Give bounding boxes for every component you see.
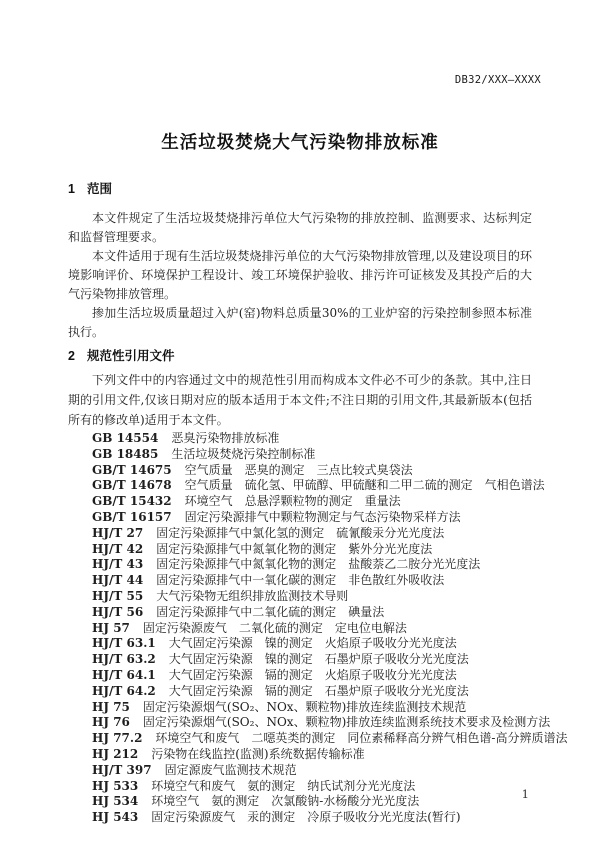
reference-item [68,573,532,589]
reference-code: HJ/T 63.1 [92,636,156,651]
reference-item [68,810,532,826]
reference-code: HJ/T 64.2 [92,683,156,698]
reference-code: HJ 75 [92,699,130,714]
document-body [68,182,568,826]
reference-code: HJ/T 64.1 [92,667,156,682]
reference-title: 固定污染源排气中氯化氢的测定 硫氰酸汞分光光度法 [156,525,445,540]
reference-title: 固定污染源废气 二氧化硫的测定 定电位电解法 [142,620,407,635]
reference-code: GB/T 16157 [92,509,172,524]
reference-title: 环境空气 氨的测定 次氯酸钠-水杨酸分光光度法 [151,794,420,809]
reference-item [68,510,532,526]
reference-title: 大气固定污染源 镍的测定 火焰原子吸收分光光度法 [168,636,457,651]
body-paragraph: 掺加生活垃圾质量超过入炉(窑)物料总质量30%的工业炉窑的污染控制参照本标准执行。 [68,306,532,339]
reference-title: 固定污染源废气 汞的测定 冷原子吸收分光光度法(暂行) [151,810,461,825]
reference-item [68,715,551,731]
reference-title: 环境空气和废气 氨的测定 纳氏试剂分光光度法 [151,778,416,793]
reference-item [68,605,532,621]
section-2-number: 2 [68,349,75,363]
section-2-title: 规范性引用文件 [86,349,175,363]
reference-title: 环境空气 总悬浮颗粒物的测定 重量法 [184,494,401,509]
reference-item [68,684,532,700]
reference-title: 固定污染源排气中氮氧化物的测定 盐酸萘乙二胺分光光度法 [156,557,481,572]
reference-item [68,431,532,447]
reference-title: 恶臭污染物排放标准 [171,431,280,445]
section-1-title: 范围 [86,182,112,196]
reference-item [68,447,532,463]
reference-title: 固定污染源烟气(SO₂、NOx、颗粒物)排放连续监测系统技术要求及检测方法 [142,715,551,730]
page-number: 1 [521,787,529,801]
reference-item [68,542,532,558]
reference-title: 大气固定污染源 镉的测定 火焰原子吸收分光光度法 [168,667,457,682]
reference-title: 大气固定污染源 镍的测定 石墨炉原子吸收分光光度法 [168,652,469,667]
reference-code: HJ/T 42 [92,541,144,556]
reference-title: 大气固定污染源 镉的测定 石墨炉原子吸收分光光度法 [168,683,469,698]
reference-code: GB 14554 [92,431,159,445]
reference-code: HJ/T 56 [92,604,144,619]
document-title: 生活垃圾焚烧大气污染物排放标准 [161,132,439,152]
reference-title: 空气质量 恶臭的测定 三点比较式臭袋法 [184,462,413,477]
reference-item [68,463,532,479]
section-1-number: 1 [68,182,75,196]
reference-code: HJ/T 43 [92,557,144,572]
reference-title: 空气质量 硫化氢、甲硫醇、甲硫醚和二甲二硫的测定 气相色谱法 [184,478,545,493]
reference-item [68,589,532,605]
reference-title: 固定源废气监测技术规范 [164,762,297,777]
reference-title: 生活垃圾焚烧污染控制标准 [171,446,316,461]
reference-title: 环境空气和废气 二噁英类的测定 同位素稀释高分辨气相色谱-高分辨质谱法 [155,731,568,746]
reference-title: 固定污染源排气中二氧化硫的测定 碘量法 [156,604,385,619]
reference-item [68,794,532,810]
reference-code: GB 18485 [92,446,159,461]
normative-references-list [68,431,568,826]
section-1-heading [68,182,532,196]
reference-item [68,763,532,779]
reference-code: HJ 212 [92,746,139,761]
reference-title: 固定污染源排气中颗粒物测定与气态污染物采样方法 [184,509,461,524]
reference-code: HJ 77.2 [92,731,143,746]
reference-code: HJ 543 [92,810,139,825]
document-code-header: DB32/XXX—XXXX [454,74,541,86]
reference-item [68,779,532,795]
reference-code: HJ 76 [92,715,130,730]
reference-item [68,731,568,747]
reference-title: 污染物在线监控(监测)系统数据传输标准 [151,746,365,761]
reference-item [68,494,532,510]
reference-item [68,557,532,573]
section-2-heading [68,349,532,363]
reference-item [68,621,532,637]
reference-item [68,747,532,763]
section-1-paragraphs [68,209,532,342]
reference-item [68,652,532,668]
reference-item [68,526,532,542]
section-2-intro-paragraph: 下列文件中的内容通过文中的规范性引用而构成本文件必不可少的条款。其中,注日期的引用文件,仅该日期对应的版本适用于本文件;不注日期的引用文件,其最新版本(包括所有的修改单)适用于本文件。 [68,373,532,427]
body-paragraph: 本文件适用于现有生活垃圾焚烧排污单位的大气污染物排放管理,以及建设项目的环境影响评价、环境保护工程设计、竣工环境保护验收、排污许可证核发及其投产后的大气污染物排放管理。 [68,249,532,301]
reference-code: GB/T 14675 [92,462,172,477]
reference-code: HJ/T 44 [92,573,144,588]
reference-code: HJ/T 27 [92,525,144,540]
reference-code: HJ 534 [92,794,139,809]
reference-code: HJ 533 [92,778,139,793]
reference-item [68,636,532,652]
body-paragraph: 本文件规定了生活垃圾焚烧排污单位大气污染物的排放控制、监测要求、达标判定和监督管理要求。 [68,211,532,244]
reference-code: HJ/T 397 [92,762,152,777]
reference-item [68,668,532,684]
reference-title: 固定污染源排气中一氧化碳的测定 非色散红外吸收法 [156,573,445,588]
reference-code: HJ/T 63.2 [92,652,156,667]
reference-title: 固定污染源烟气(SO₂、NOx、颗粒物)排放连续监测技术规范 [142,699,467,714]
reference-code: HJ 57 [92,620,130,635]
reference-title: 大气污染物无组织排放监测技术导则 [156,588,349,603]
reference-title: 固定污染源排气中氮氧化物的测定 紫外分光光度法 [156,541,433,556]
reference-code: GB/T 14678 [92,478,172,493]
reference-code: GB/T 15432 [92,494,172,509]
reference-item [68,478,545,494]
reference-code: HJ/T 55 [92,588,144,603]
reference-item [68,700,532,716]
